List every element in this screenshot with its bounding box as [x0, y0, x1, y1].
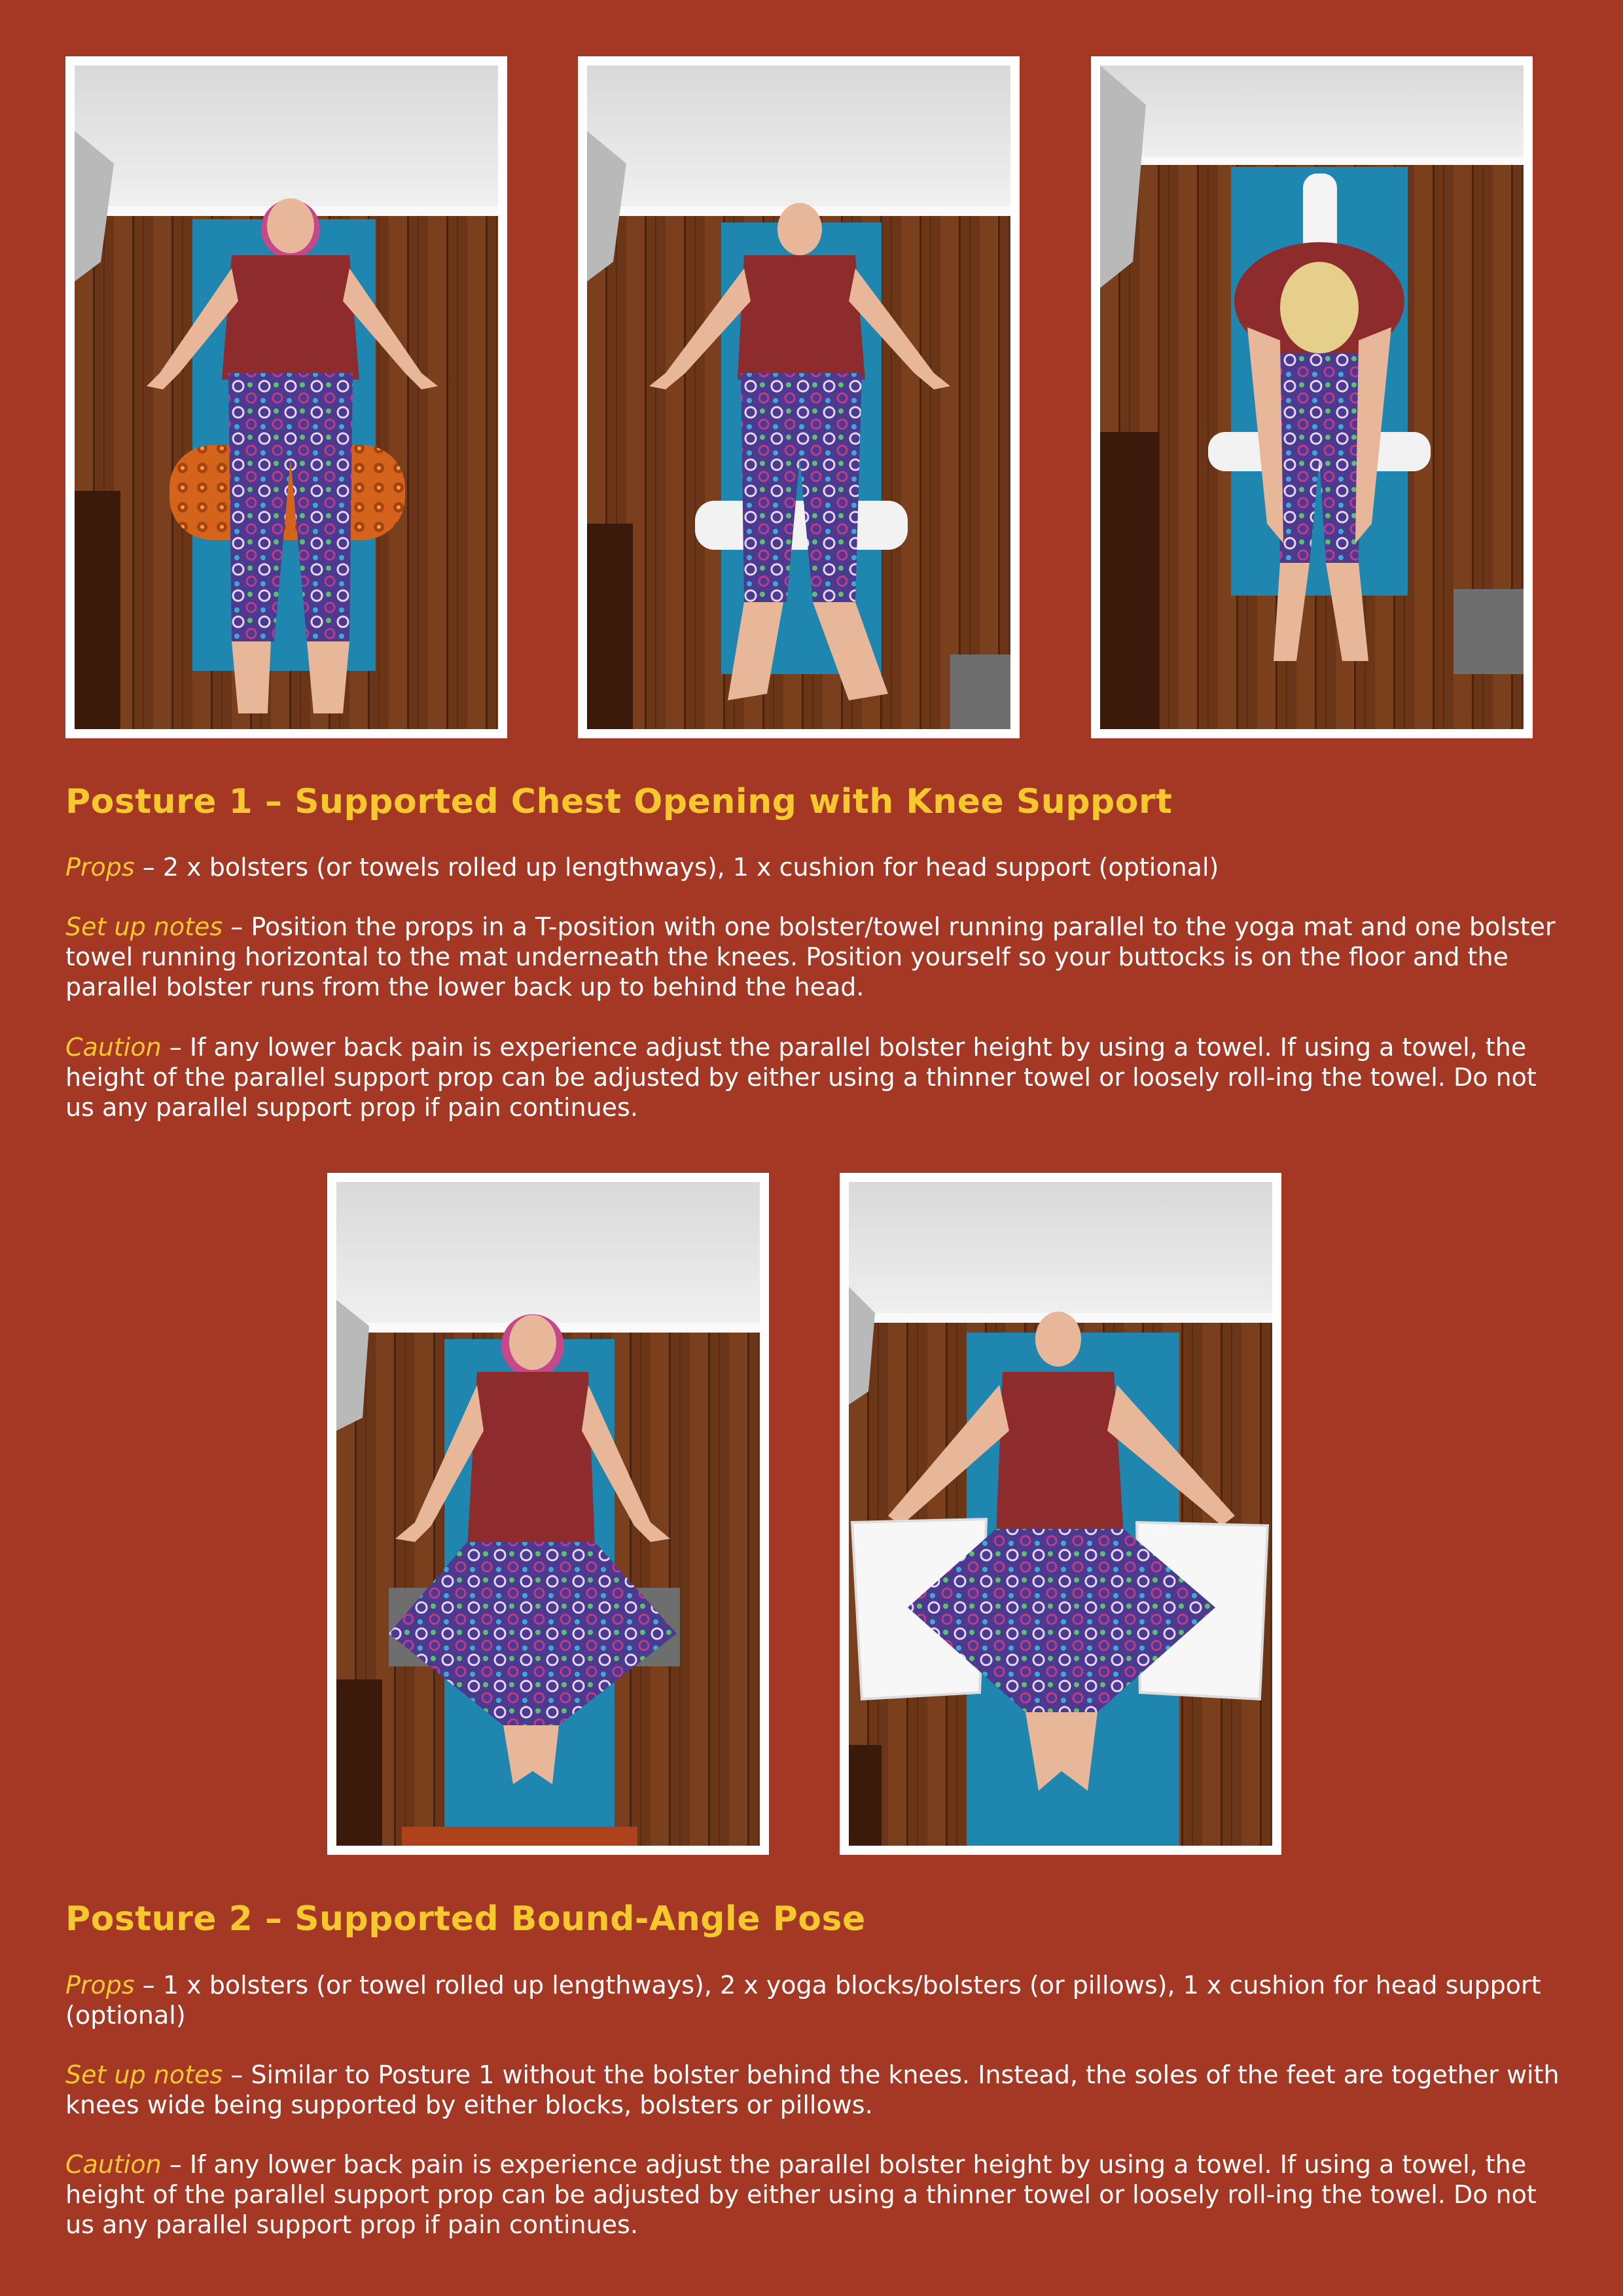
- setup-notes-text: – Position the props in a T-position with one bolster/towel running parallel to the yoga mat and one bolster towel running horizontal to the mat underneath the knees. Position yourself so your buttocks is on the floor and the parallel bolster runs from the lower back up to behind the head.: [65, 912, 1556, 1001]
- photo-posture-2-blocks: [327, 1173, 769, 1855]
- props-label: Props: [65, 1971, 135, 2000]
- posture-1-title: Posture 1 – Supported Chest Opening with Knee Support: [65, 782, 1173, 821]
- photo-posture-1-seated-forward: [1091, 56, 1533, 738]
- caution-label: Caution: [65, 1033, 162, 1062]
- props-text: – 2 x bolsters (or towels rolled up lengthways), 1 x cushion for head support (optional): [134, 853, 1219, 882]
- posture-1-props: [65, 852, 1564, 882]
- posture-1-caution: [65, 1032, 1564, 1122]
- photo-posture-1-bolster-knees: [65, 56, 507, 738]
- props-text: – 1 x bolsters (or towel rolled up lengthways), 2 x yoga blocks/bolsters (or pillows), 1 x cushion for head support (optional): [65, 1971, 1541, 2030]
- posture-2-caution: [65, 2149, 1564, 2240]
- posture-1-setup-notes: [65, 912, 1564, 1002]
- props-label: Props: [65, 853, 135, 882]
- posture-2-title: Posture 2 – Supported Bound-Angle Pose: [65, 1899, 866, 1939]
- setup-notes-text: – Similar to Posture 1 without the bolster behind the knees. Instead, the soles of the feet are together with knees wide being supported by either blocks, bolsters or pillows.: [65, 2060, 1560, 2119]
- setup-notes-label: Set up notes: [65, 912, 223, 941]
- caution-text: – If any lower back pain is experience adjust the parallel bolster height by using a towel. If using a towel, the height of the parallel support prop can be adjusted by either using a thinner towel or loosely roll-ing the towel. Do not us any parallel support prop if pain continues.: [65, 1033, 1537, 1122]
- posture-2-setup-notes: [65, 2060, 1564, 2120]
- setup-notes-label: Set up notes: [65, 2060, 223, 2089]
- caution-text: – If any lower back pain is experience adjust the parallel bolster height by using a towel. If using a towel, the height of the parallel support prop can be adjusted by either using a thinner towel or loosely roll-ing the towel. Do not us any parallel support prop if pain continues.: [65, 2150, 1537, 2239]
- photo-posture-1-towel-knees: [578, 56, 1020, 738]
- photo-posture-2-pillows: [840, 1173, 1281, 1855]
- caution-label: Caution: [65, 2150, 162, 2179]
- posture-2-props: [65, 1970, 1564, 2030]
